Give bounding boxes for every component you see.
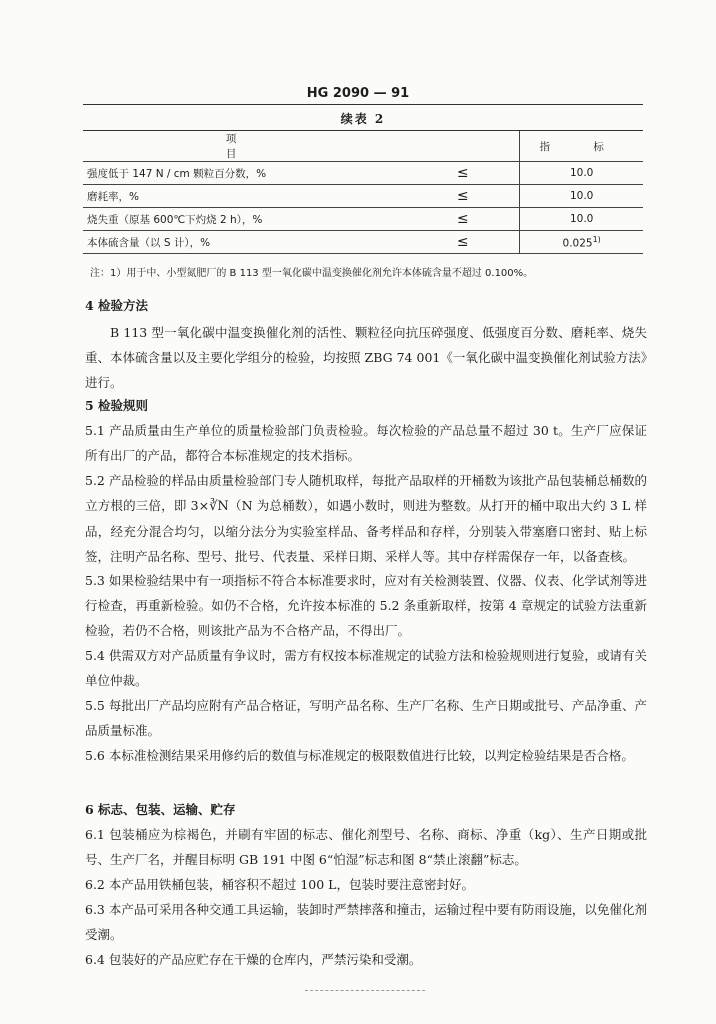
section-4-paragraph: B 113 型一氧化碳中温变换催化剂的活性、颗粒径向抗压碎强度、低强度百分数、磨耗率、烧失重、本体硫含量以及主要化学组分的检验，均按照 ZBG 74 001《一氧化碳中温变换催化剂试验方法》进行。 — [85, 325, 647, 390]
row-item: 强度低于 147 N / cm 颗粒百分数，% — [83, 162, 406, 185]
row-symbol: ≤ — [406, 231, 520, 254]
col-value-header: 指 标 — [520, 131, 643, 162]
table-row — [83, 231, 643, 254]
row-value: 10.0 — [520, 208, 643, 231]
clause-5-3: 5.3 如果检验结果中有一项指标不符合本标准要求时，应对有关检测装置、仪器、仪表、化学试剂等进行检查，再重新检验。如仍不合格，允许按本标准的 5.2 条重新取样，按第 4 章规定的试验方法重新检验，若仍不合格，则该批产品为不合格产品，不得出厂。 — [85, 573, 647, 638]
clause-6-3: 6.3 本产品可采用各种交通工具运输，装卸时严禁摔落和撞击，运输过程中要有防雨设施，以免催化剂受潮。 — [85, 902, 647, 942]
table-title: 续表 2 — [340, 112, 386, 126]
table-row — [83, 208, 643, 231]
row-value: 10.0 — [520, 162, 643, 185]
table-header-row — [83, 131, 643, 162]
clause-5-2-text-a: 5.2 产品检验的样品由质量检验部门专人随机取样，每批产品取样的开桶数为该批产品包装桶总桶数的立方根的三倍，即 3× — [85, 473, 647, 513]
col-item-header: 项 目 — [83, 131, 520, 162]
header-rule — [83, 104, 643, 105]
end-mark — [305, 990, 425, 993]
clause-6-2: 6.2 本产品用铁桶包装，桶容积不超过 100 L，包装时要注意密封好。 — [85, 877, 474, 892]
spec-table — [83, 130, 643, 254]
cube-root-formula: ∛N — [209, 499, 229, 514]
clause-6-4: 6.4 包装好的产品应贮存在干燥的仓库内，严禁污染和受潮。 — [85, 952, 422, 967]
row-item: 本体硫含量（以 S 计），% — [83, 231, 406, 254]
clause-5-5: 5.5 每批出厂产品均应附有产品合格证，写明产品名称、生产厂名称、生产日期或批号、产品净重、产品质量标准。 — [85, 698, 647, 738]
row-symbol: ≤ — [406, 208, 520, 231]
clause-6-1: 6.1 包装桶应为棕褐色，并刷有牢固的标志、催化剂型号、名称、商标、净重（kg）、生产日期或批号、生产厂名，并醒目标明 GB 191 中图 6“怕湿”标志和图 8“禁止滚翻”标志。 — [85, 827, 647, 867]
row-value-number: 0.025 — [562, 237, 593, 250]
footnote-marker: 1) — [592, 234, 601, 244]
table-note: 注：1）用于中、小型氮肥厂的 B 113 型一氧化碳中温变换催化剂允许本体硫含量不超过 0.100%。 — [90, 268, 534, 279]
section-4-heading: 4 检验方法 — [85, 298, 149, 313]
row-value — [520, 231, 643, 254]
section-6-heading: 6 标志、包装、运输、贮存 — [85, 802, 236, 817]
clause-5-2-text-b: （N 为总桶数），如遇小数时，则进为整数。从打开的桶中取出大约 3 L 样品，经充分混合均匀，以缩分法分为实验室样品、备考样品和存样，分别装入带塞磨口密封、贴上标签，注明产品名称、型号、批号、代表量、采样日期、采样人等。其中存样需保存一年，以备查核。 — [85, 498, 647, 564]
table-row — [83, 185, 643, 208]
row-item: 烧失重（原基 600℃下灼烧 2 h），% — [83, 208, 406, 231]
clause-5-2 — [85, 468, 647, 569]
table-row — [83, 162, 643, 185]
row-symbol: ≤ — [406, 162, 520, 185]
clause-5-6: 5.6 本标准检测结果采用修约后的数值与标准规定的极限数值进行比较，以判定检验结果是否合格。 — [85, 748, 634, 763]
row-item: 磨耗率，% — [83, 185, 406, 208]
section-5-heading: 5 检验规则 — [85, 398, 149, 413]
standard-code: HG 2090 — 91 — [306, 86, 410, 101]
clause-5-4: 5.4 供需双方对产品质量有争议时，需方有权按本标准规定的试验方法和检验规则进行复验，或请有关单位仲裁。 — [85, 648, 647, 688]
clause-5-1: 5.1 产品质量由生产单位的质量检验部门负责检验。每次检验的产品总量不超过 30 t。生产厂应保证所有出厂的产品，都符合本标准规定的技术指标。 — [85, 423, 647, 463]
row-value: 10.0 — [520, 185, 643, 208]
row-symbol: ≤ — [406, 185, 520, 208]
